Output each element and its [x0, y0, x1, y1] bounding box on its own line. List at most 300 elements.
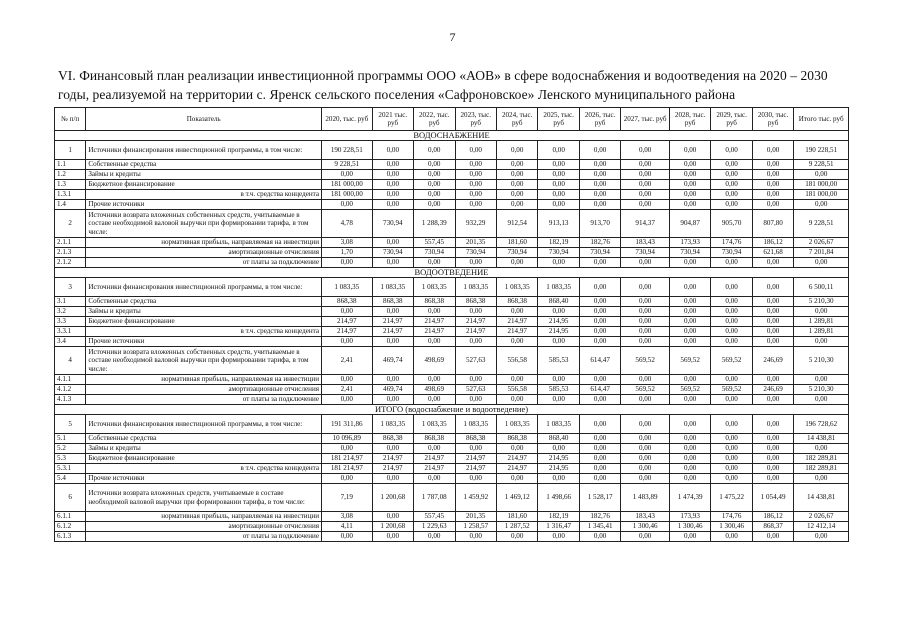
value-cell: 183,43 [621, 238, 670, 248]
value-cell: 0,00 [752, 434, 793, 444]
page-number: 7 [449, 30, 456, 44]
value-cell: 0,00 [711, 278, 752, 297]
value-cell: 0,00 [322, 170, 373, 180]
value-cell: 527,63 [455, 347, 496, 375]
value-cell: 214,97 [372, 327, 413, 337]
value-cell: 498,69 [414, 385, 455, 395]
value-cell: 0,00 [711, 317, 752, 327]
value-cell: 0,00 [752, 278, 793, 297]
value-cell: 0,00 [414, 141, 455, 160]
value-cell: 0,00 [711, 297, 752, 307]
value-cell: 0,00 [414, 200, 455, 210]
value-cell: 14 438,81 [794, 484, 849, 512]
table-row [55, 474, 849, 484]
value-cell: 0,00 [322, 200, 373, 210]
value-cell: 0,00 [621, 141, 670, 160]
row-number: 3 [55, 278, 86, 297]
value-cell: 6 500,11 [794, 278, 849, 297]
value-cell: 0,00 [669, 434, 710, 444]
value-cell: 0,00 [372, 160, 413, 170]
value-cell: 181 214,97 [322, 464, 373, 474]
value-cell: 1 289,81 [794, 327, 849, 337]
value-cell: 0,00 [538, 190, 579, 200]
column-header: 2027, тыс. руб [621, 108, 670, 131]
value-cell: 730,94 [711, 248, 752, 258]
row-label: в т.ч. средства концедента [86, 327, 322, 337]
value-cell: 0,00 [579, 474, 620, 484]
value-cell: 868,38 [372, 434, 413, 444]
value-cell: 1 083,35 [538, 415, 579, 434]
value-cell: 0,00 [579, 395, 620, 405]
row-label: нормативная прибыль, направляемая на инвестиции [86, 238, 322, 248]
value-cell: 932,29 [455, 210, 496, 238]
value-cell: 2,41 [322, 385, 373, 395]
column-header: № п/п [55, 108, 86, 131]
value-cell: 181 000,00 [322, 190, 373, 200]
value-cell: 1 083,35 [496, 415, 537, 434]
value-cell: 0,00 [322, 474, 373, 484]
value-cell: 0,00 [579, 190, 620, 200]
value-cell: 0,00 [372, 307, 413, 317]
value-cell: 469,74 [372, 385, 413, 395]
value-cell: 0,00 [414, 258, 455, 268]
value-cell: 181 214,97 [322, 454, 373, 464]
value-cell: 0,00 [621, 415, 670, 434]
value-cell: 0,00 [579, 141, 620, 160]
value-cell: 0,00 [579, 327, 620, 337]
section-header-row [55, 268, 849, 278]
row-label: Займы и кредиты [86, 444, 322, 454]
row-label: нормативная прибыль, направляемая на инвестиции [86, 512, 322, 522]
value-cell: 868,38 [414, 297, 455, 307]
value-cell: 0,00 [372, 200, 413, 210]
value-cell: 730,94 [372, 210, 413, 238]
value-cell: 0,00 [752, 327, 793, 337]
value-cell: 569,52 [669, 385, 710, 395]
value-cell: 0,00 [414, 444, 455, 454]
value-cell: 174,76 [711, 238, 752, 248]
value-cell: 0,00 [372, 375, 413, 385]
row-number: 3.3.1 [55, 327, 86, 337]
row-number: 2.1.2 [55, 258, 86, 268]
value-cell: 0,00 [794, 474, 849, 484]
value-cell: 730,94 [455, 248, 496, 258]
table-row [55, 512, 849, 522]
value-cell: 4,11 [322, 522, 373, 532]
value-cell: 0,00 [621, 307, 670, 317]
row-number: 2 [55, 210, 86, 238]
value-cell: 0,00 [414, 375, 455, 385]
row-label: Прочие источники [86, 474, 322, 484]
value-cell: 0,00 [322, 444, 373, 454]
value-cell: 621,68 [752, 248, 793, 258]
value-cell: 0,00 [579, 258, 620, 268]
row-number: 6.1.1 [55, 512, 86, 522]
value-cell: 0,00 [538, 532, 579, 542]
value-cell: 1 083,35 [538, 278, 579, 297]
column-header: Показатель [86, 108, 322, 131]
value-cell: 0,00 [496, 444, 537, 454]
value-cell: 0,00 [496, 141, 537, 160]
value-cell: 214,97 [496, 454, 537, 464]
value-cell: 868,38 [414, 434, 455, 444]
value-cell: 0,00 [496, 375, 537, 385]
value-cell: 0,00 [579, 200, 620, 210]
column-header: 2022, тыс. руб [414, 108, 455, 131]
value-cell: 1 787,08 [414, 484, 455, 512]
value-cell: 214,97 [496, 317, 537, 327]
value-cell: 5 210,30 [794, 347, 849, 375]
value-cell: 214,97 [414, 327, 455, 337]
value-cell: 186,12 [752, 512, 793, 522]
value-cell: 0,00 [621, 337, 670, 347]
value-cell: 0,00 [794, 170, 849, 180]
value-cell: 0,00 [621, 200, 670, 210]
value-cell: 527,63 [455, 385, 496, 395]
column-header: 2030, тыс. руб [752, 108, 793, 131]
value-cell: 0,00 [669, 532, 710, 542]
value-cell: 0,00 [372, 395, 413, 405]
table-row [55, 307, 849, 317]
value-cell: 0,00 [372, 180, 413, 190]
value-cell: 730,94 [669, 248, 710, 258]
row-number: 5 [55, 415, 86, 434]
value-cell: 0,00 [579, 278, 620, 297]
value-cell: 0,00 [621, 434, 670, 444]
value-cell: 730,94 [414, 248, 455, 258]
row-label: Прочие источники [86, 200, 322, 210]
value-cell: 0,00 [538, 258, 579, 268]
value-cell: 1 083,35 [372, 415, 413, 434]
value-cell: 1 287,52 [496, 522, 537, 532]
value-cell: 0,00 [752, 444, 793, 454]
value-cell: 0,00 [711, 170, 752, 180]
value-cell: 9 228,51 [322, 160, 373, 170]
value-cell: 868,38 [372, 297, 413, 307]
value-cell: 0,00 [621, 454, 670, 464]
row-number: 5.1 [55, 434, 86, 444]
row-label: Бюджетное финансирование [86, 180, 322, 190]
table-row [55, 238, 849, 248]
value-cell: 569,52 [669, 347, 710, 375]
value-cell: 0,00 [621, 444, 670, 454]
value-cell: 0,00 [538, 141, 579, 160]
value-cell: 868,37 [752, 522, 793, 532]
value-cell: 214,97 [455, 317, 496, 327]
table-row [55, 200, 849, 210]
table-row [55, 141, 849, 160]
section-title: ИТОГО (водоснабжение и водоотведение) [55, 405, 849, 415]
financial-plan-table [54, 107, 849, 542]
value-cell: 174,76 [711, 512, 752, 522]
value-cell: 214,97 [455, 454, 496, 464]
column-header: 2024, тыс. руб [496, 108, 537, 131]
value-cell: 0,00 [752, 454, 793, 464]
value-cell: 1 083,35 [455, 415, 496, 434]
value-cell: 0,00 [752, 190, 793, 200]
value-cell: 0,00 [372, 532, 413, 542]
table-row [55, 278, 849, 297]
value-cell: 214,97 [496, 327, 537, 337]
value-cell: 0,00 [752, 375, 793, 385]
value-cell: 190 228,51 [322, 141, 373, 160]
value-cell: 0,00 [621, 180, 670, 190]
row-number: 1.2 [55, 170, 86, 180]
value-cell: 0,00 [414, 474, 455, 484]
row-label: амортизационные отчисления [86, 385, 322, 395]
value-cell: 0,00 [322, 307, 373, 317]
table-row [55, 190, 849, 200]
section-title: ВОДОСНАБЖЕНИЕ [55, 131, 849, 141]
value-cell: 246,69 [752, 385, 793, 395]
value-cell: 0,00 [752, 474, 793, 484]
value-cell: 0,00 [538, 474, 579, 484]
value-cell: 9 228,51 [794, 210, 849, 238]
value-cell: 807,80 [752, 210, 793, 238]
value-cell: 214,95 [538, 454, 579, 464]
table-row [55, 484, 849, 512]
value-cell: 0,00 [669, 307, 710, 317]
value-cell: 1 528,17 [579, 484, 620, 512]
value-cell: 0,00 [579, 337, 620, 347]
value-cell: 0,00 [711, 160, 752, 170]
row-number: 3.1 [55, 297, 86, 307]
value-cell: 0,00 [322, 532, 373, 542]
value-cell: 569,52 [621, 385, 670, 395]
row-label: Источники возврата вложенных собственных средств, учитываемые в составе необходимой валовой выручки при формировании тарифа, в том числе: [86, 210, 322, 238]
value-cell: 191 311,86 [322, 415, 373, 434]
value-cell: 1,70 [322, 248, 373, 258]
row-number: 5.3 [55, 454, 86, 464]
value-cell: 0,00 [372, 444, 413, 454]
value-cell: 0,00 [455, 258, 496, 268]
column-header: 2026, тыс. руб [579, 108, 620, 131]
value-cell: 1 300,46 [669, 522, 710, 532]
row-label: Собственные средства [86, 434, 322, 444]
table-row [55, 180, 849, 190]
table-row [55, 434, 849, 444]
value-cell: 214,97 [322, 317, 373, 327]
value-cell: 1 474,39 [669, 484, 710, 512]
value-cell: 181 000,00 [794, 180, 849, 190]
value-cell: 0,00 [322, 337, 373, 347]
value-cell: 0,00 [711, 532, 752, 542]
value-cell: 2,41 [322, 347, 373, 375]
value-cell: 0,00 [711, 444, 752, 454]
value-cell: 2 026,67 [794, 238, 849, 248]
row-number: 5.3.1 [55, 464, 86, 474]
value-cell: 214,97 [372, 454, 413, 464]
row-label: амортизационные отчисления [86, 522, 322, 532]
row-number: 5.2 [55, 444, 86, 454]
value-cell: 214,97 [455, 327, 496, 337]
value-cell: 0,00 [669, 258, 710, 268]
value-cell: 0,00 [455, 170, 496, 180]
value-cell: 1 288,39 [414, 210, 455, 238]
row-label: Источники возврата вложенных средств, учитываемые в составе необходимой валовой выручки при формировании тарифа, в том числе: [86, 484, 322, 512]
value-cell: 0,00 [496, 532, 537, 542]
row-label: Источники финансирования инвестиционной программы, в том числе: [86, 278, 322, 297]
value-cell: 1 300,46 [711, 522, 752, 532]
table-row [55, 532, 849, 542]
column-header: 2020, тыс. руб [322, 108, 373, 131]
table-row [55, 248, 849, 258]
value-cell: 0,00 [372, 190, 413, 200]
value-cell: 0,00 [711, 337, 752, 347]
value-cell: 0,00 [538, 444, 579, 454]
value-cell: 0,00 [538, 395, 579, 405]
value-cell: 1 083,35 [322, 278, 373, 297]
table-row [55, 160, 849, 170]
value-cell: 0,00 [414, 180, 455, 190]
value-cell: 0,00 [621, 532, 670, 542]
row-number: 1 [55, 141, 86, 160]
value-cell: 614,47 [579, 385, 620, 395]
value-cell: 0,00 [669, 464, 710, 474]
table-row [55, 395, 849, 405]
value-cell: 1 289,81 [794, 317, 849, 327]
value-cell: 0,00 [752, 180, 793, 190]
value-cell: 0,00 [579, 375, 620, 385]
value-cell: 557,45 [414, 238, 455, 248]
table-row [55, 258, 849, 268]
value-cell: 0,00 [414, 307, 455, 317]
row-number: 3.4 [55, 337, 86, 347]
value-cell: 182,19 [538, 238, 579, 248]
value-cell: 0,00 [669, 474, 710, 484]
table-row [55, 522, 849, 532]
value-cell: 0,00 [669, 317, 710, 327]
value-cell: 4,78 [322, 210, 373, 238]
value-cell: 214,95 [538, 464, 579, 474]
value-cell: 0,00 [794, 258, 849, 268]
row-number: 1.4 [55, 200, 86, 210]
value-cell: 1 498,66 [538, 484, 579, 512]
value-cell: 0,00 [496, 307, 537, 317]
value-cell: 0,00 [752, 337, 793, 347]
value-cell: 1 475,22 [711, 484, 752, 512]
value-cell: 3,08 [322, 238, 373, 248]
value-cell: 557,45 [414, 512, 455, 522]
value-cell: 0,00 [621, 258, 670, 268]
value-cell: 0,00 [372, 258, 413, 268]
value-cell: 556,58 [496, 385, 537, 395]
value-cell: 0,00 [496, 337, 537, 347]
value-cell: 905,70 [711, 210, 752, 238]
value-cell: 0,00 [711, 200, 752, 210]
value-cell: 0,00 [794, 444, 849, 454]
value-cell: 0,00 [538, 170, 579, 180]
value-cell: 214,97 [414, 464, 455, 474]
value-cell: 0,00 [621, 375, 670, 385]
value-cell: 0,00 [711, 327, 752, 337]
table-row [55, 454, 849, 464]
value-cell: 868,38 [455, 297, 496, 307]
row-number: 6 [55, 484, 86, 512]
value-cell: 0,00 [752, 297, 793, 307]
document-heading: VI. Финансовый план реализации инвестиционной программы ООО «АОВ» в сфере водоснабжения и водоотведения на 2020 – 2030 годы, реализуемой на территории с. Яренск сельского поселения «Сафроновское» Ленского муниципального района [58, 68, 828, 102]
value-cell: 0,00 [794, 337, 849, 347]
row-number: 5.4 [55, 474, 86, 484]
value-cell: 0,00 [414, 337, 455, 347]
row-label: Собственные средства [86, 160, 322, 170]
value-cell: 0,00 [711, 454, 752, 464]
value-cell: 0,00 [496, 170, 537, 180]
table-row [55, 444, 849, 454]
table-body [55, 131, 849, 542]
value-cell: 0,00 [579, 180, 620, 190]
row-label: Прочие источники [86, 337, 322, 347]
row-label: в т.ч. средства концедента [86, 464, 322, 474]
value-cell: 0,00 [496, 474, 537, 484]
row-label: Собственные средства [86, 297, 322, 307]
value-cell: 0,00 [455, 190, 496, 200]
value-cell: 1 083,35 [414, 278, 455, 297]
value-cell: 0,00 [711, 415, 752, 434]
value-cell: 181 000,00 [322, 180, 373, 190]
value-cell: 0,00 [752, 170, 793, 180]
value-cell: 0,00 [752, 307, 793, 317]
value-cell: 1 459,92 [455, 484, 496, 512]
row-label: Бюджетное финансирование [86, 317, 322, 327]
value-cell: 1 200,68 [372, 484, 413, 512]
value-cell: 0,00 [669, 415, 710, 434]
value-cell: 0,00 [322, 395, 373, 405]
value-cell: 7 201,84 [794, 248, 849, 258]
row-number: 1.1 [55, 160, 86, 170]
section-header-row [55, 131, 849, 141]
value-cell: 569,52 [711, 347, 752, 375]
value-cell: 0,00 [455, 180, 496, 190]
value-cell: 182,76 [579, 512, 620, 522]
value-cell: 0,00 [455, 141, 496, 160]
row-number: 1.3.1 [55, 190, 86, 200]
value-cell: 246,69 [752, 347, 793, 375]
value-cell: 0,00 [455, 395, 496, 405]
table-row [55, 170, 849, 180]
value-cell: 0,00 [372, 512, 413, 522]
value-cell: 0,00 [372, 141, 413, 160]
value-cell: 0,00 [496, 160, 537, 170]
value-cell: 730,94 [538, 248, 579, 258]
value-cell: 0,00 [669, 337, 710, 347]
value-cell: 0,00 [496, 180, 537, 190]
value-cell: 0,00 [669, 375, 710, 385]
table-row [55, 375, 849, 385]
value-cell: 214,97 [414, 454, 455, 464]
value-cell: 868,40 [538, 434, 579, 444]
table-row [55, 297, 849, 307]
value-cell: 0,00 [669, 454, 710, 464]
value-cell: 1 316,47 [538, 522, 579, 532]
value-cell: 0,00 [621, 327, 670, 337]
section-header-row [55, 405, 849, 415]
value-cell: 0,00 [538, 200, 579, 210]
value-cell: 0,00 [621, 170, 670, 180]
value-cell: 173,93 [669, 238, 710, 248]
row-number: 4.1.1 [55, 375, 86, 385]
table-row [55, 385, 849, 395]
value-cell: 5 210,30 [794, 297, 849, 307]
row-label: амортизационные отчисления [86, 248, 322, 258]
row-number: 4.1.3 [55, 395, 86, 405]
value-cell: 0,00 [579, 464, 620, 474]
value-cell: 201,35 [455, 238, 496, 248]
value-cell: 1 300,46 [621, 522, 670, 532]
value-cell: 0,00 [752, 160, 793, 170]
value-cell: 0,00 [455, 160, 496, 170]
value-cell: 0,00 [372, 238, 413, 248]
